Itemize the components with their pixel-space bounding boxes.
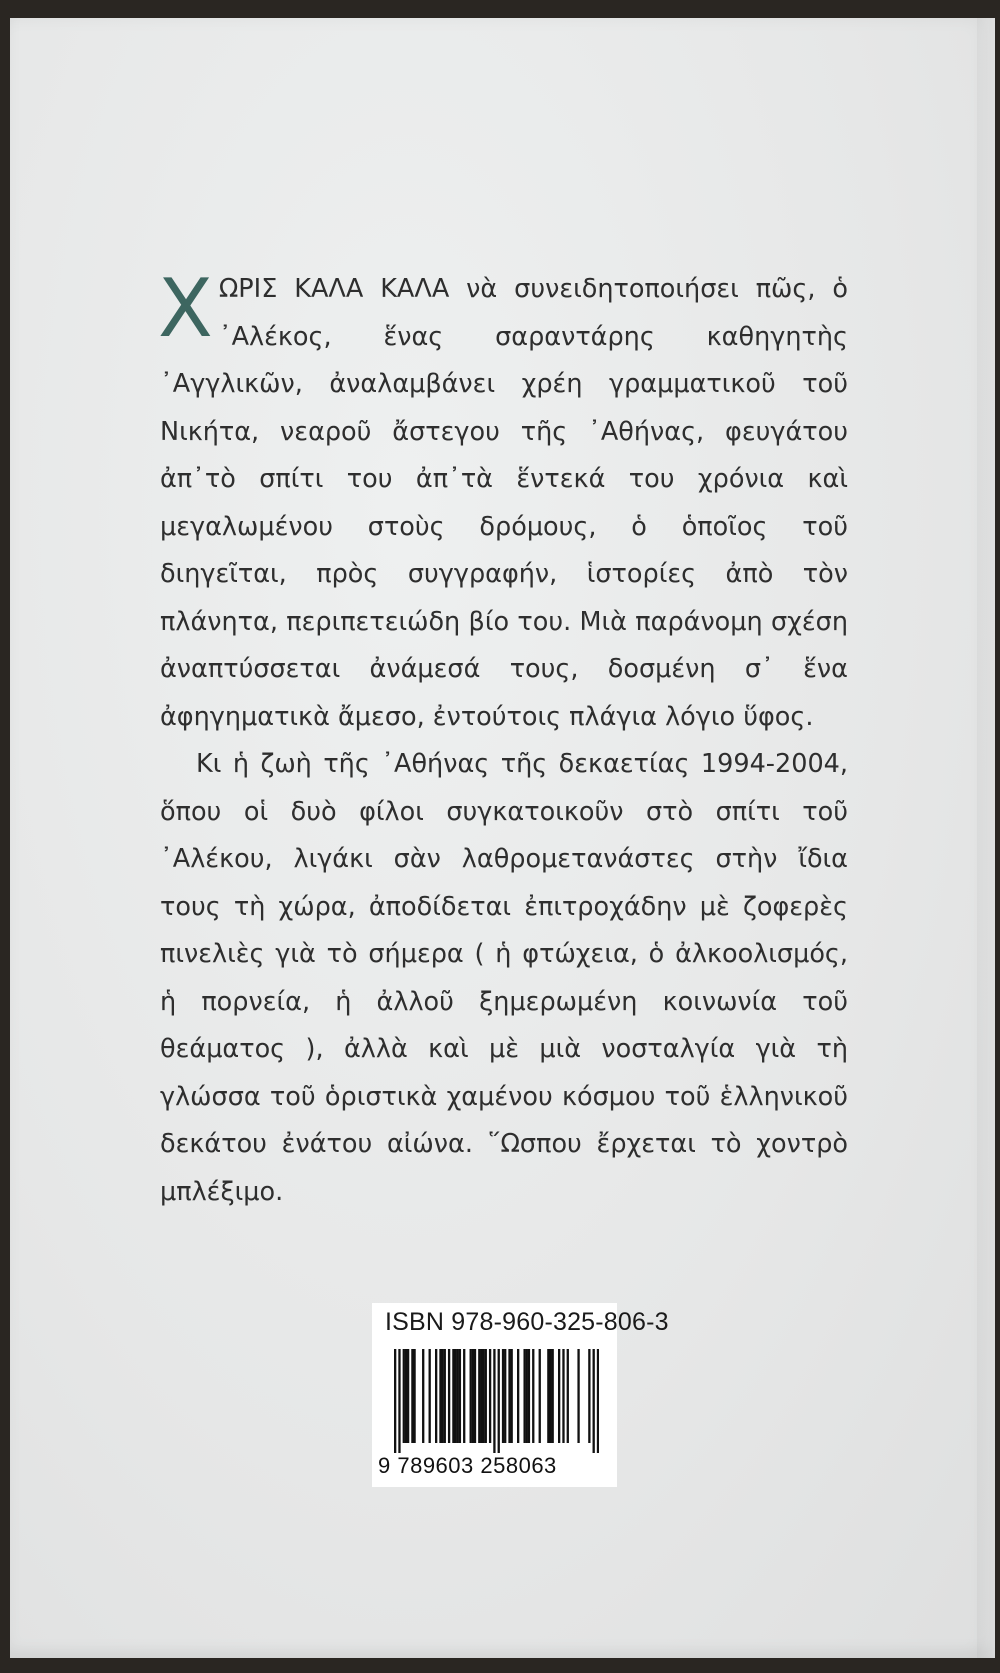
barcode-bar xyxy=(597,1349,599,1453)
barcode-bar xyxy=(593,1349,595,1453)
barcode-bar xyxy=(552,1349,554,1443)
barcode-bar xyxy=(459,1349,461,1443)
barcode-bar xyxy=(398,1349,400,1453)
barcode-bar xyxy=(528,1349,530,1443)
barcode-bar xyxy=(588,1349,590,1443)
barcode-label xyxy=(372,1303,669,1487)
barcode-bar xyxy=(482,1349,484,1443)
barcode-bar xyxy=(493,1349,495,1453)
barcode-bar xyxy=(478,1349,480,1443)
barcode-bar xyxy=(403,1349,405,1443)
barcode-bar xyxy=(517,1349,519,1443)
barcode-bar xyxy=(448,1349,450,1443)
barcode-bar xyxy=(405,1349,407,1443)
barcode-bar xyxy=(562,1349,564,1443)
barcode-bar xyxy=(577,1349,579,1443)
barcode-bar xyxy=(441,1349,443,1443)
barcode-bar xyxy=(411,1349,413,1443)
barcode-digits: 9 789603 258063 xyxy=(378,1453,557,1478)
barcode-bar xyxy=(435,1349,437,1443)
barcode-bars xyxy=(394,1349,599,1453)
blurb-paragraph-2: Κι ἡ ζωὴ τῆς ᾿Αθήνας τῆς δεκαετίας 1994-2004, ὅπου οἱ δυὸ φίλοι συγκατοικοῦν στὸ σπίτι τοῦ ᾿Αλέκου, λιγάκι σὰν λαθρομετανάστες στὴν ἴδια τους τὴ χώρα, ἀποδίδεται ἐπιτροχάδην μὲ ζοφερὲς πινελιὲς γιὰ τὸ σήμερα ( ἡ φτώχεια, ὁ ἀλκοολισμός, ἡ πορνεία, ἡ ἀλλοῦ ξημερωμένη κοινωνία τοῦ θεάματος ), ἀλλὰ καὶ μὲ μιὰ νοσταλγία γιὰ τὴ γλώσσα τοῦ ὁριστικὰ χαμένου κόσμου τοῦ ἑλληνικοῦ δεκάτου ἐνάτου αἰώνα. ῞Ωσπου ἔρχεται τὸ χοντρὸ μπλέξιμο. xyxy=(160,749,848,1207)
barcode-bar xyxy=(549,1349,551,1443)
barcode-bar xyxy=(489,1349,491,1443)
barcode-bar xyxy=(539,1349,541,1443)
barcode-bar xyxy=(523,1349,525,1443)
barcode-bar xyxy=(498,1349,500,1453)
barcode-bar xyxy=(422,1349,424,1443)
barcode-bar xyxy=(444,1349,446,1443)
barcode-bar xyxy=(547,1349,549,1443)
barcode-bar xyxy=(532,1349,534,1443)
barcode-bar xyxy=(413,1349,415,1443)
barcode-bar xyxy=(567,1349,569,1443)
barcode-bar xyxy=(457,1349,459,1443)
barcode-bar xyxy=(508,1349,510,1443)
barcode-bar xyxy=(470,1349,472,1443)
barcode-bar xyxy=(407,1349,409,1443)
back-cover xyxy=(10,18,995,1658)
barcode-bar xyxy=(394,1349,396,1453)
barcode-bar xyxy=(472,1349,474,1443)
barcode-bar xyxy=(511,1349,513,1443)
barcode-bar xyxy=(452,1349,454,1443)
barcode-bar xyxy=(454,1349,456,1443)
barcode-bar xyxy=(474,1349,476,1443)
blurb-paragraph-1: ΧΩΡΙΣ ΚΑΛΑ ΚΑΛΑ νὰ συνειδητοποιήσει πῶς, ὁ ᾿Αλέκος, ἕνας σαραντάρης καθηγητὴς ᾿Αγγλικῶν, ἀναλαμβάνει χρέη γραμματικοῦ τοῦ Νικήτα, νεαροῦ ἄστεγου τῆς ᾿Αθήνας, φευγάτου ἀπ᾿τὸ σπίτι του ἀπ᾿τὰ ἕντεκά του χρόνια καὶ μεγαλωμένου στοὺς δρόμους, ὁ ὁποῖος τοῦ διηγεῖται, πρὸς συγγραφήν, ἱστορίες ἀπὸ τὸν πλάνητα, περιπετειώδη βίο του. Μιὰ παράνομη σχέση ἀναπτύσσεται ἀνάμεσά τους, δοσμένη σ᾿ ἕνα ἀφηγηματικὰ ἄμεσο, ἐντούτοις πλάγια λόγιο ὕφος. xyxy=(158,262,848,732)
barcode-bar xyxy=(429,1349,431,1443)
barcode-bar xyxy=(480,1349,482,1443)
barcode-bar xyxy=(558,1349,560,1443)
barcode-bar xyxy=(485,1349,487,1443)
barcode-bar xyxy=(463,1349,465,1443)
barcode-bar xyxy=(439,1349,441,1443)
cover-edge xyxy=(977,18,995,1658)
isbn-number: ISBN 978-960-325-806-3 xyxy=(385,1308,669,1336)
blurb-text xyxy=(158,262,848,1216)
barcode-bar xyxy=(504,1349,506,1443)
barcode-bar xyxy=(502,1349,504,1443)
barcode-bar xyxy=(526,1349,528,1443)
